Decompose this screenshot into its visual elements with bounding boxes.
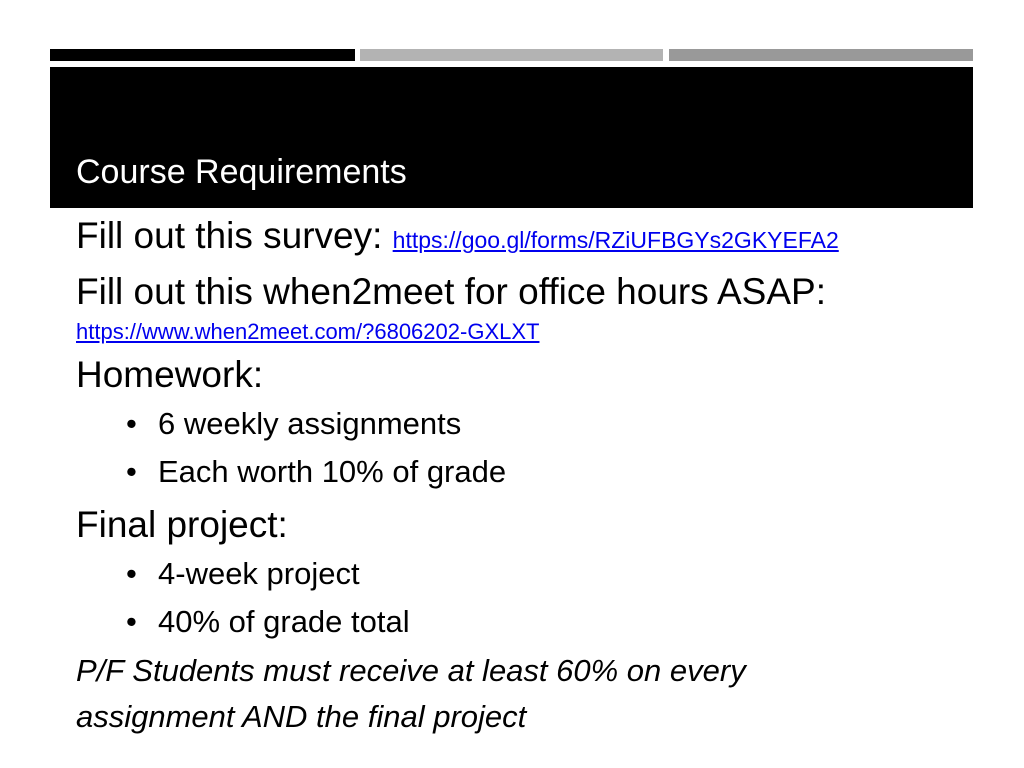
title-banner <box>50 67 973 208</box>
when2meet-label: Fill out this when2meet for office hours ASAP: <box>76 271 826 312</box>
header-accent-bar-gray <box>669 49 973 61</box>
bullet-text: 4-week project <box>158 556 360 591</box>
list-item <box>126 448 976 496</box>
list-item <box>126 400 976 448</box>
when2meet-line <box>76 318 976 346</box>
survey-label: Fill out this survey: <box>76 215 393 256</box>
homework-heading: Homework: <box>76 354 264 395</box>
slide-title: Course Requirements <box>76 153 407 191</box>
pass-fail-note <box>76 648 896 740</box>
bullet-text: 6 weekly assignments <box>158 406 462 441</box>
final-project-heading: Final project: <box>76 504 288 545</box>
homework-bullet-list <box>76 400 976 496</box>
bullet-icon: • <box>126 406 137 441</box>
pass-fail-note-line-2: assignment AND the final project <box>76 699 527 734</box>
final-project-bullet-list <box>76 550 976 646</box>
bullet-icon: • <box>126 604 137 639</box>
bullet-icon: • <box>126 556 137 591</box>
survey-line <box>76 210 976 266</box>
header-accent-bar-black <box>50 49 355 61</box>
bullet-icon: • <box>126 454 137 489</box>
bullet-text: Each worth 10% of grade <box>158 454 507 489</box>
list-item <box>126 550 976 598</box>
slide-body <box>76 210 976 740</box>
survey-link[interactable]: https://goo.gl/forms/RZiUFBGYs2GKYEFA2 <box>392 227 839 253</box>
when2meet-link[interactable]: https://www.when2meet.com/?6806202-GXLXT <box>76 319 540 344</box>
header-accent-bar-light <box>360 49 663 61</box>
pass-fail-note-line-1: P/F Students must receive at least 60% on every <box>76 653 746 688</box>
bullet-text: 40% of grade total <box>158 604 410 639</box>
list-item <box>126 598 976 646</box>
